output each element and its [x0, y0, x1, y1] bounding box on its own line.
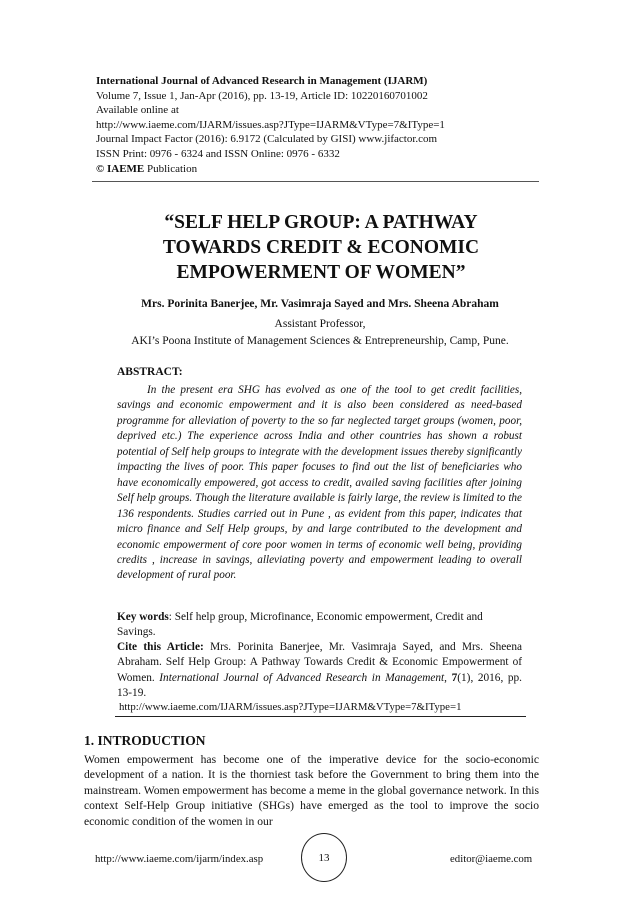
- keywords-label: Key words: [117, 611, 169, 623]
- issn-line: ISSN Print: 0976 - 6324 and ISSN Online: 0976 - 6332: [96, 147, 340, 160]
- title-line: TOWARDS CREDIT & ECONOMIC: [162, 237, 480, 258]
- journal-url-link[interactable]: http://www.iaeme.com/IJARM/issues.asp?JType=IJARM&VType=7&IType=1: [96, 118, 445, 131]
- abstract-text: In the present era SHG has evolved as one of the tool to get credit facilities, savings and economic empowerment and it is also been considered as need-based programme for alleviation of poverty to the so far neglected target groups (women, poor, deprived etc.) The experience across India and other countries has shown a robust potential of Self help groups to integrate with the development issues thereby significantly impacting the lives of poor. This paper focuses to find out the list of beneficiaries who have economically empowered, got access to credit, availed saving facilities after joining Self help groups. Though the literature available is fairly large, the review is limited to the 136 respondents. Studies carried out in Pune , as evident from this paper, indicates that micro finance and Self Help groups, by and large contributed to the development and economic empowerment of core poor women in terms of economic well being, providing credits , increase in savings, alleviating poverty and empowerment leading to overall development of rural poor.: [117, 384, 522, 582]
- introduction-text: Women empowerment has become one of the imperative device for the socio-economic development of a nation. It is the thorniest task before the Government to bring them into the mainstream. Women empowerment has become a meme in the global governance network. In this context Self-Help Group initiative (SHGs) have emerged as the tool to improve the socio economic condition of the women in our: [84, 753, 539, 828]
- title-line: “SELF HELP GROUP: A PATHWAY: [164, 212, 478, 233]
- citation-volume: 7: [451, 671, 458, 684]
- citation-label: Cite this Article:: [117, 641, 204, 653]
- footer-email-link[interactable]: editor@iaeme.com: [450, 853, 533, 865]
- publisher-suffix: Publication: [144, 162, 198, 175]
- citation-text: Mrs. Porinita Banerjee, Mr. Vasimraja Sayed, and Mrs. Sheena Abraham. Self Help Group: A Pathway Towards Credit & Economic Empowerment of Women.: [117, 641, 522, 684]
- impact-factor: Journal Impact Factor (2016): 6.9172 (Calculated by GISI) www.jifactor.com: [96, 133, 438, 146]
- title-line: EMPOWERMENT OF WOMEN”: [176, 262, 466, 283]
- availability-text: Available online at: [96, 104, 179, 117]
- abstract-heading: ABSTRACT:: [117, 366, 183, 378]
- citation-issue: (1), 2016, pp. 13-19.: [117, 671, 523, 700]
- publisher-name: IAEME: [106, 162, 145, 175]
- page-number: 13: [318, 852, 330, 864]
- keywords-text: : Self help group, Microfinance, Economic empowerment, Credit and Savings.: [117, 611, 483, 639]
- institute: AKI’s Poona Institute of Management Sciences & Entrepreneurship, Camp, Pune.: [131, 334, 509, 347]
- citation-divider: [115, 716, 526, 717]
- journal-header: [96, 74, 546, 176]
- copyright-symbol: ©: [96, 162, 105, 175]
- introduction-heading: 1. INTRODUCTION: [84, 733, 206, 748]
- footer-url-link[interactable]: http://www.iaeme.com/ijarm/index.asp: [95, 853, 264, 865]
- affiliation: [60, 316, 580, 349]
- authors: Mrs. Porinita Banerjee, Mr. Vasimraja Sayed and Mrs. Sheena Abraham: [141, 298, 499, 310]
- journal-name: International Journal of Advanced Research in Management (IJARM): [96, 75, 428, 87]
- citation-url-link[interactable]: http://www.iaeme.com/IJARM/issues.asp?JType=IJARM&VType=7&IType=1: [119, 701, 462, 713]
- author-role: Assistant Professor,: [274, 318, 366, 330]
- citation-journal: International Journal of Advanced Research in Management: [159, 671, 445, 684]
- volume-line: Volume 7, Issue 1, Jan-Apr (2016), pp. 13-19, Article ID: 10220160701002: [96, 89, 428, 102]
- header-divider: [92, 181, 539, 182]
- keywords: [117, 610, 522, 641]
- publisher-line: [96, 162, 546, 177]
- citation-sep: ,: [444, 671, 452, 684]
- article-title: [96, 210, 546, 285]
- citation: [117, 640, 522, 702]
